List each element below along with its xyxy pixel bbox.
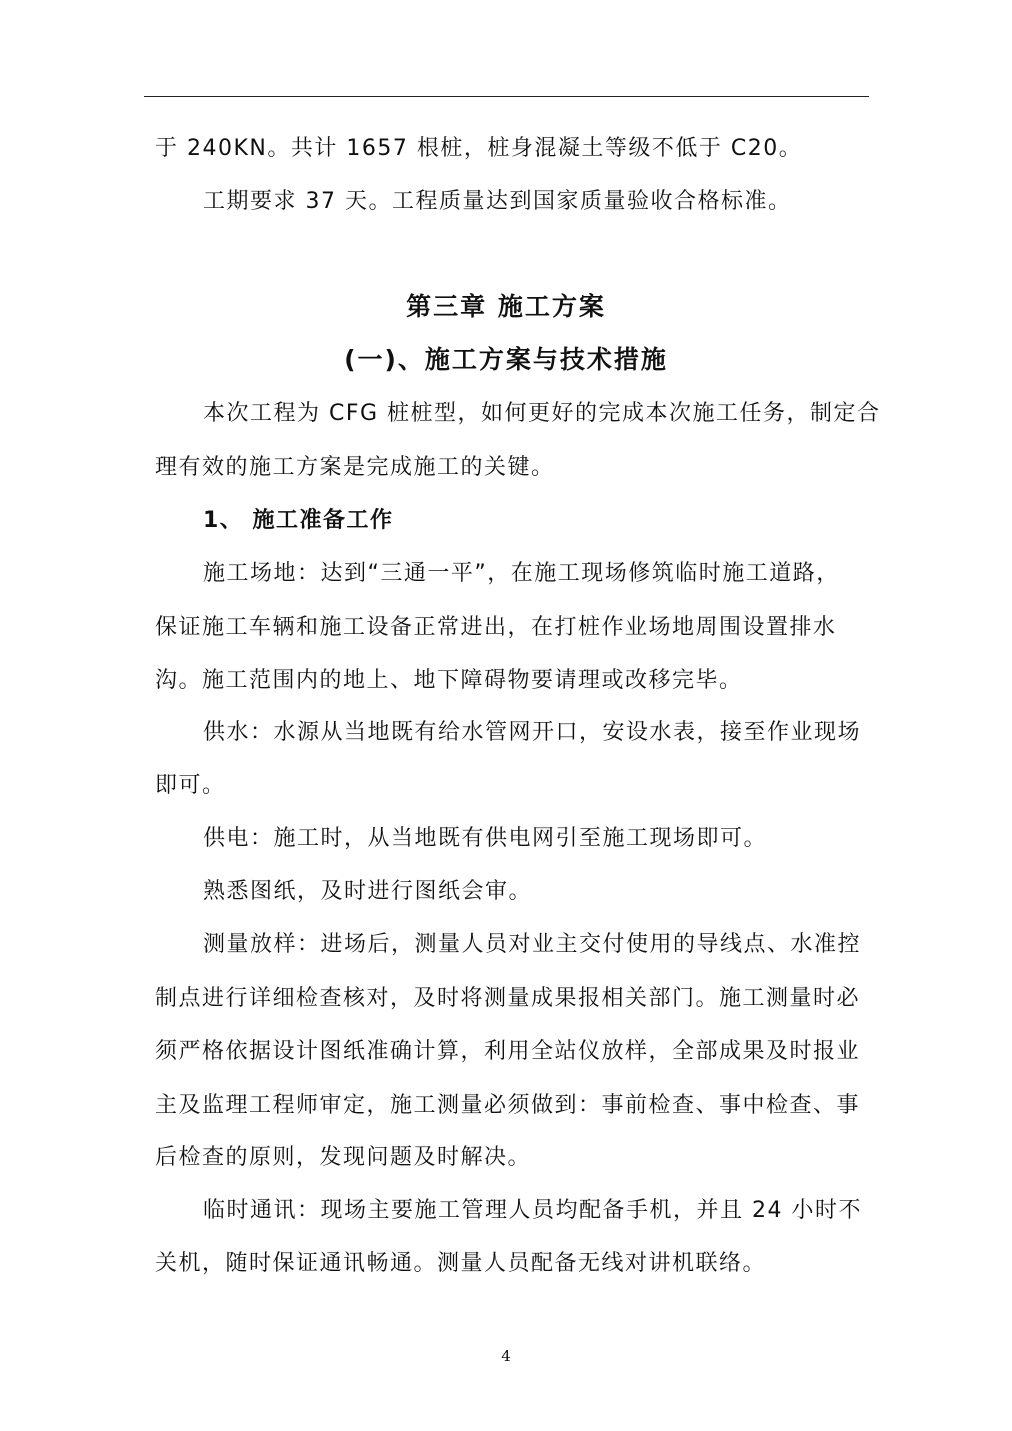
water-line-2: 即可。 (155, 773, 226, 798)
schedule-line-1: 工期要求 37 天。工程质量达到国家质量验收合格标准。 (203, 189, 792, 214)
survey-line-5: 后检查的原则，发现问题及时解决。 (155, 1145, 532, 1170)
section-title: (一)、施工方案与技术措施 (344, 345, 668, 374)
site-line-1: 施工场地：达到“三通一平”，在施工现场修筑临时施工道路， (203, 561, 840, 586)
drawings-line-1: 熟悉图纸，及时进行图纸会审。 (203, 879, 533, 904)
power-line-1: 供电：施工时，从当地既有供电网引至施工现场即可。 (203, 826, 768, 851)
comms-line-1: 临时通讯：现场主要施工管理人员均配备手机，并且 24 小时不 (203, 1198, 862, 1223)
continuation-line-1: 于 240KN。共计 1657 根桩，桩身混凝土等级不低于 C20。 (155, 136, 803, 161)
survey-line-3: 须严格依据设计图纸准确计算，利用全站仪放样，全部成果及时报业 (155, 1039, 861, 1064)
survey-line-4: 主及监理工程师审定，施工测量必须做到：事前检查、事中检查、事 (155, 1093, 861, 1118)
water-line-1: 供水：水源从当地既有给水管网开口，安设水表，接至作业现场 (203, 720, 862, 745)
intro-line-2: 理有效的施工方案是完成施工的关键。 (155, 455, 555, 480)
survey-line-2: 制点进行详细检查核对，及时将测量成果报相关部门。施工测量时必 (155, 986, 861, 1011)
site-line-3: 沟。施工范围内的地上、地下障碍物要请理或改移完毕。 (155, 668, 743, 693)
header-rule (144, 96, 869, 97)
subsection-title: 1、 施工准备工作 (203, 508, 394, 533)
comms-line-2: 关机，随时保证通讯畅通。测量人员配备无线对讲机联络。 (155, 1251, 767, 1276)
page-number: 4 (501, 1347, 511, 1365)
intro-line-1: 本次工程为 CFG 桩桩型，如何更好的完成本次施工任务，制定合 (203, 401, 881, 426)
chapter-title: 第三章 施工方案 (406, 292, 606, 321)
survey-line-1: 测量放样：进场后，测量人员对业主交付使用的导线点、水准控 (203, 932, 862, 957)
site-line-2: 保证施工车辆和施工设备正常进出，在打桩作业场地周围设置排水 (155, 615, 837, 640)
